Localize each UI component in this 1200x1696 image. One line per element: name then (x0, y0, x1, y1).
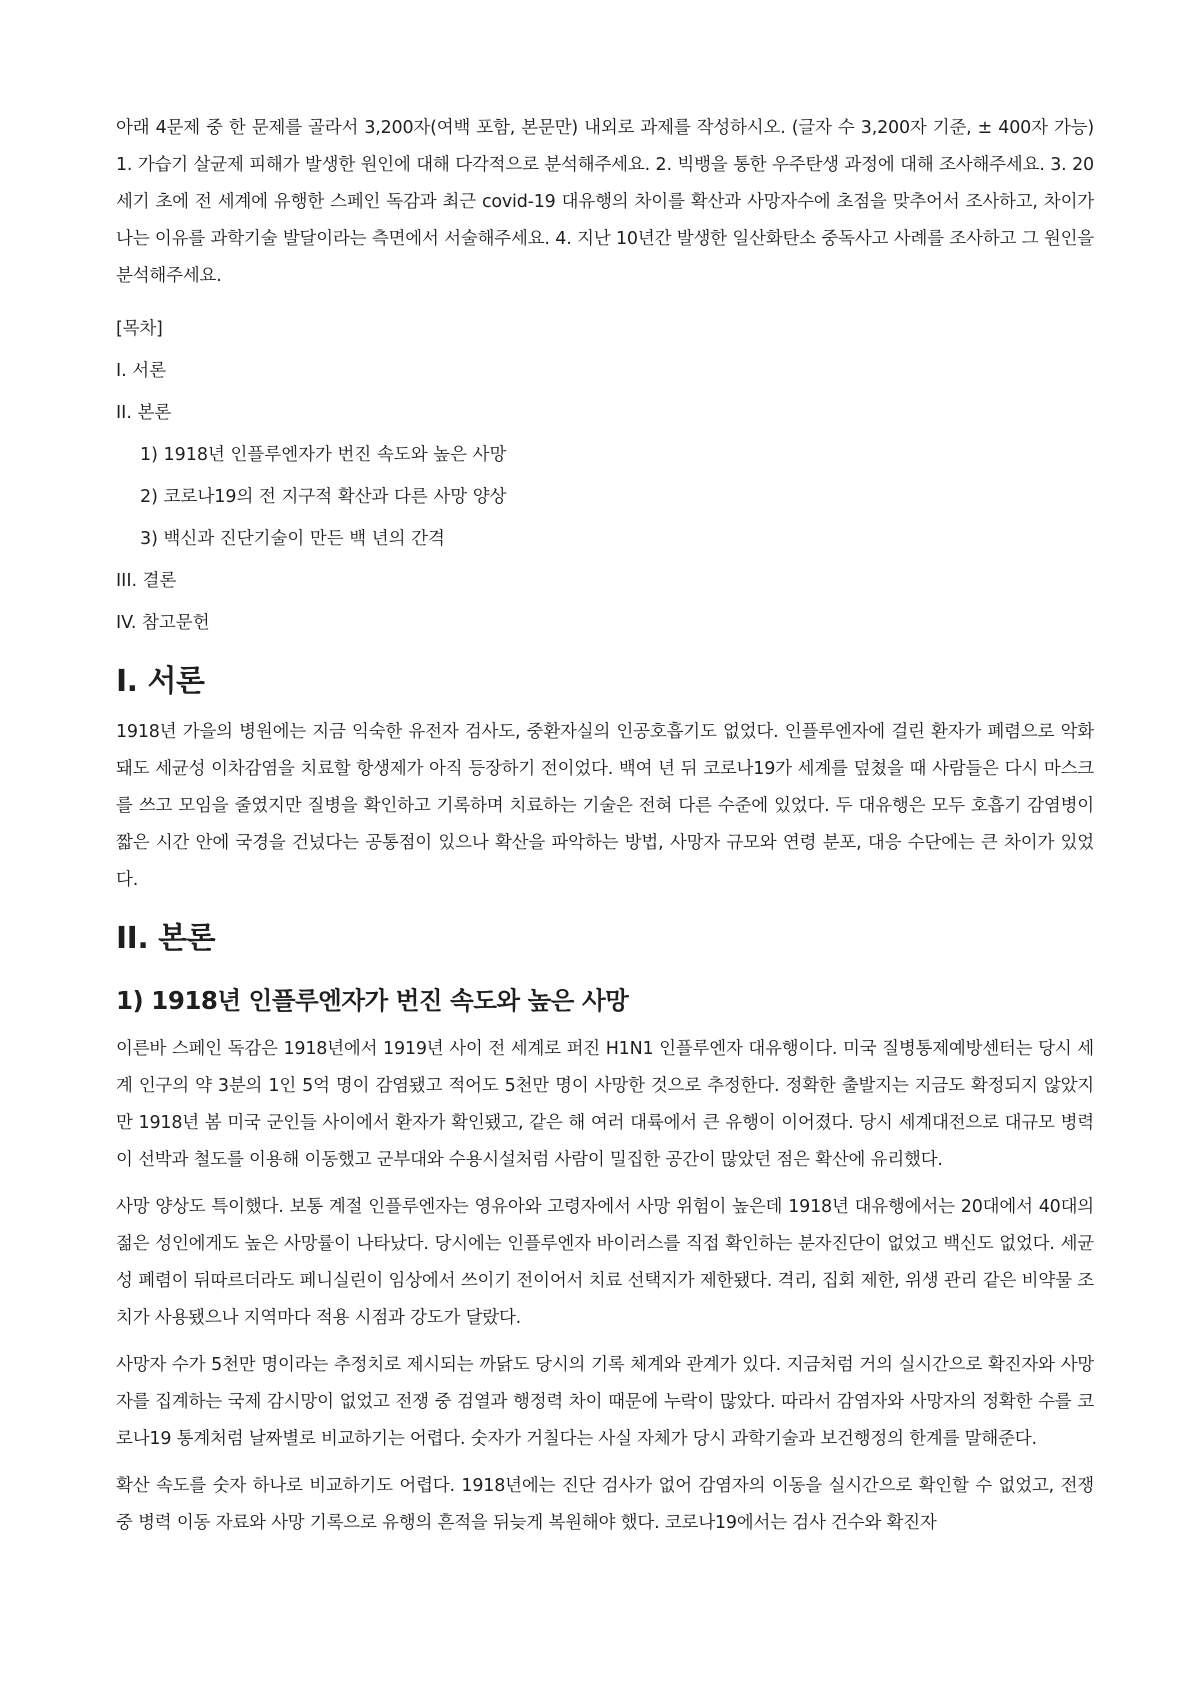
toc-item-body-3: 3) 백신과 진단기술이 만든 백 년의 간격 (140, 529, 445, 549)
toc-item-intro: I. 서론 (116, 361, 167, 381)
body-paragraph: 사망자 수가 5천만 명이라는 추정치로 제시되는 까닭도 당시의 기록 체계와 관계가 있다. 지금처럼 거의 실시간으로 확진자와 사망자를 집계하는 국제 감시망이 없었고 전쟁 중 검열과 행정력 차이 때문에 누락이 많았다. 따라서 감염자와 사망자의 정확한 수를 코로나19 통계처럼 날짜별로 비교하기는 어렵다. 숫자가 거칠다는 사실 자체가 당시 과학기술과 보건행정의 한계를 말해준다. (116, 1355, 1094, 1449)
body-paragraph: 사망 양상도 특이했다. 보통 계절 인플루엔자는 영유아와 고령자에서 사망 위험이 높은데 1918년 대유행에서는 20대에서 40대의 젊은 성인에게도 높은 사망률이 나타났다. 당시에는 인플루엔자 바이러스를 직접 확인하는 분자진단이 없었고 백신도 없었다. 세균성 폐렴이 뒤따르더라도 페니실린이 임상에서 쓰이기 전이어서 치료 선택지가 제한됐다. 격리, 집회 제한, 위생 관리 같은 비약물 조치가 사용됐으나 지역마다 적용 시점과 강도가 달랐다. (116, 1197, 1094, 1328)
body-paragraph: 확산 속도를 숫자 하나로 비교하기도 어렵다. 1918년에는 진단 검사가 없어 감염자의 이동을 실시간으로 확인할 수 없었고, 전쟁 중 병력 이동 자료와 사망 기록으로 유행의 흔적을 뒤늦게 복원해야 했다. 코로나19에서는 검사 건수와 확진자 (116, 1476, 1094, 1533)
toc-item-conclusion: III. 결론 (116, 571, 177, 591)
subsection-heading-1918: 1) 1918년 인플루엔자가 번진 속도와 높은 사망 (116, 986, 629, 1015)
assignment-prompt: 아래 4문제 중 한 문제를 골라서 3,200자(여백 포함, 본문만) 내외로 과제를 작성하시오. (글자 수 3,200자 기준, ± 400자 가능) 1. 가습기 살균제 피해가 발생한 원인에 대해 다각적으로 분석해주세요. 2. 빅뱅을 통한 우주탄생 과정에 대해 조사해주세요. 3. 20세기 초에 전 세계에 유행한 스페인 독감과 최근 covid-19 대유행의 차이를 확산과 사망자수에 초점을 맞추어서 조사하고, 차이가 나는 이유를 과학기술 발달이라는 측면에서 서술해주세요. 4. 지난 10년간 발생한 일산화탄소 중독사고 사례를 조사하고 그 원인을 분석해주세요. (116, 118, 1094, 286)
table-of-contents (116, 353, 1094, 642)
toc-item-references: IV. 참고문헌 (116, 613, 210, 633)
intro-paragraph: 1918년 가을의 병원에는 지금 익숙한 유전자 검사도, 중환자실의 인공호흡기도 없었다. 인플루엔자에 걸린 환자가 폐렴으로 악화돼도 세균성 이차감염을 치료할 항생제가 아직 등장하기 전이었다. 백여 년 뒤 코로나19가 세계를 덮쳤을 때 사람들은 다시 마스크를 쓰고 모임을 줄였지만 질병을 확인하고 기록하며 치료하는 기술은 전혀 다른 수준에 있었다. 두 대유행은 모두 호흡기 감염병이 짧은 시간 안에 국경을 건넜다는 공통점이 있으나 확산을 파악하는 방법, 사망자 규모와 연령 분포, 대응 수단에는 큰 차이가 있었다. (116, 722, 1094, 890)
document-page (116, 110, 1094, 1552)
toc-item-body-1: 1) 1918년 인플루엔자가 번진 속도와 높은 사망 (140, 445, 507, 465)
toc-title: [목차] (116, 319, 163, 339)
toc-item-body-2: 2) 코로나19의 전 지구적 확산과 다른 사망 양상 (140, 487, 507, 507)
body-paragraph: 이른바 스페인 독감은 1918년에서 1919년 사이 전 세계로 퍼진 H1N1 인플루엔자 대유행이다. 미국 질병통제예방센터는 당시 세계 인구의 약 3분의 1인 5억 명이 감염됐고 적어도 5천만 명이 사망한 것으로 추정한다. 정확한 출발지는 지금도 확정되지 않았지만 1918년 봄 미국 군인들 사이에서 환자가 확인됐고, 같은 해 여러 대륙에서 큰 유행이 이어졌다. 당시 세계대전으로 대규모 병력이 선박과 철도를 이용해 이동했고 군부대와 수용시설처럼 사람이 밀집한 공간이 많았던 점은 확산에 유리했다. (116, 1039, 1094, 1170)
section-heading-body: II. 본론 (116, 921, 216, 956)
section-heading-intro: I. 서론 (116, 664, 205, 699)
toc-item-body: II. 본론 (116, 403, 172, 423)
